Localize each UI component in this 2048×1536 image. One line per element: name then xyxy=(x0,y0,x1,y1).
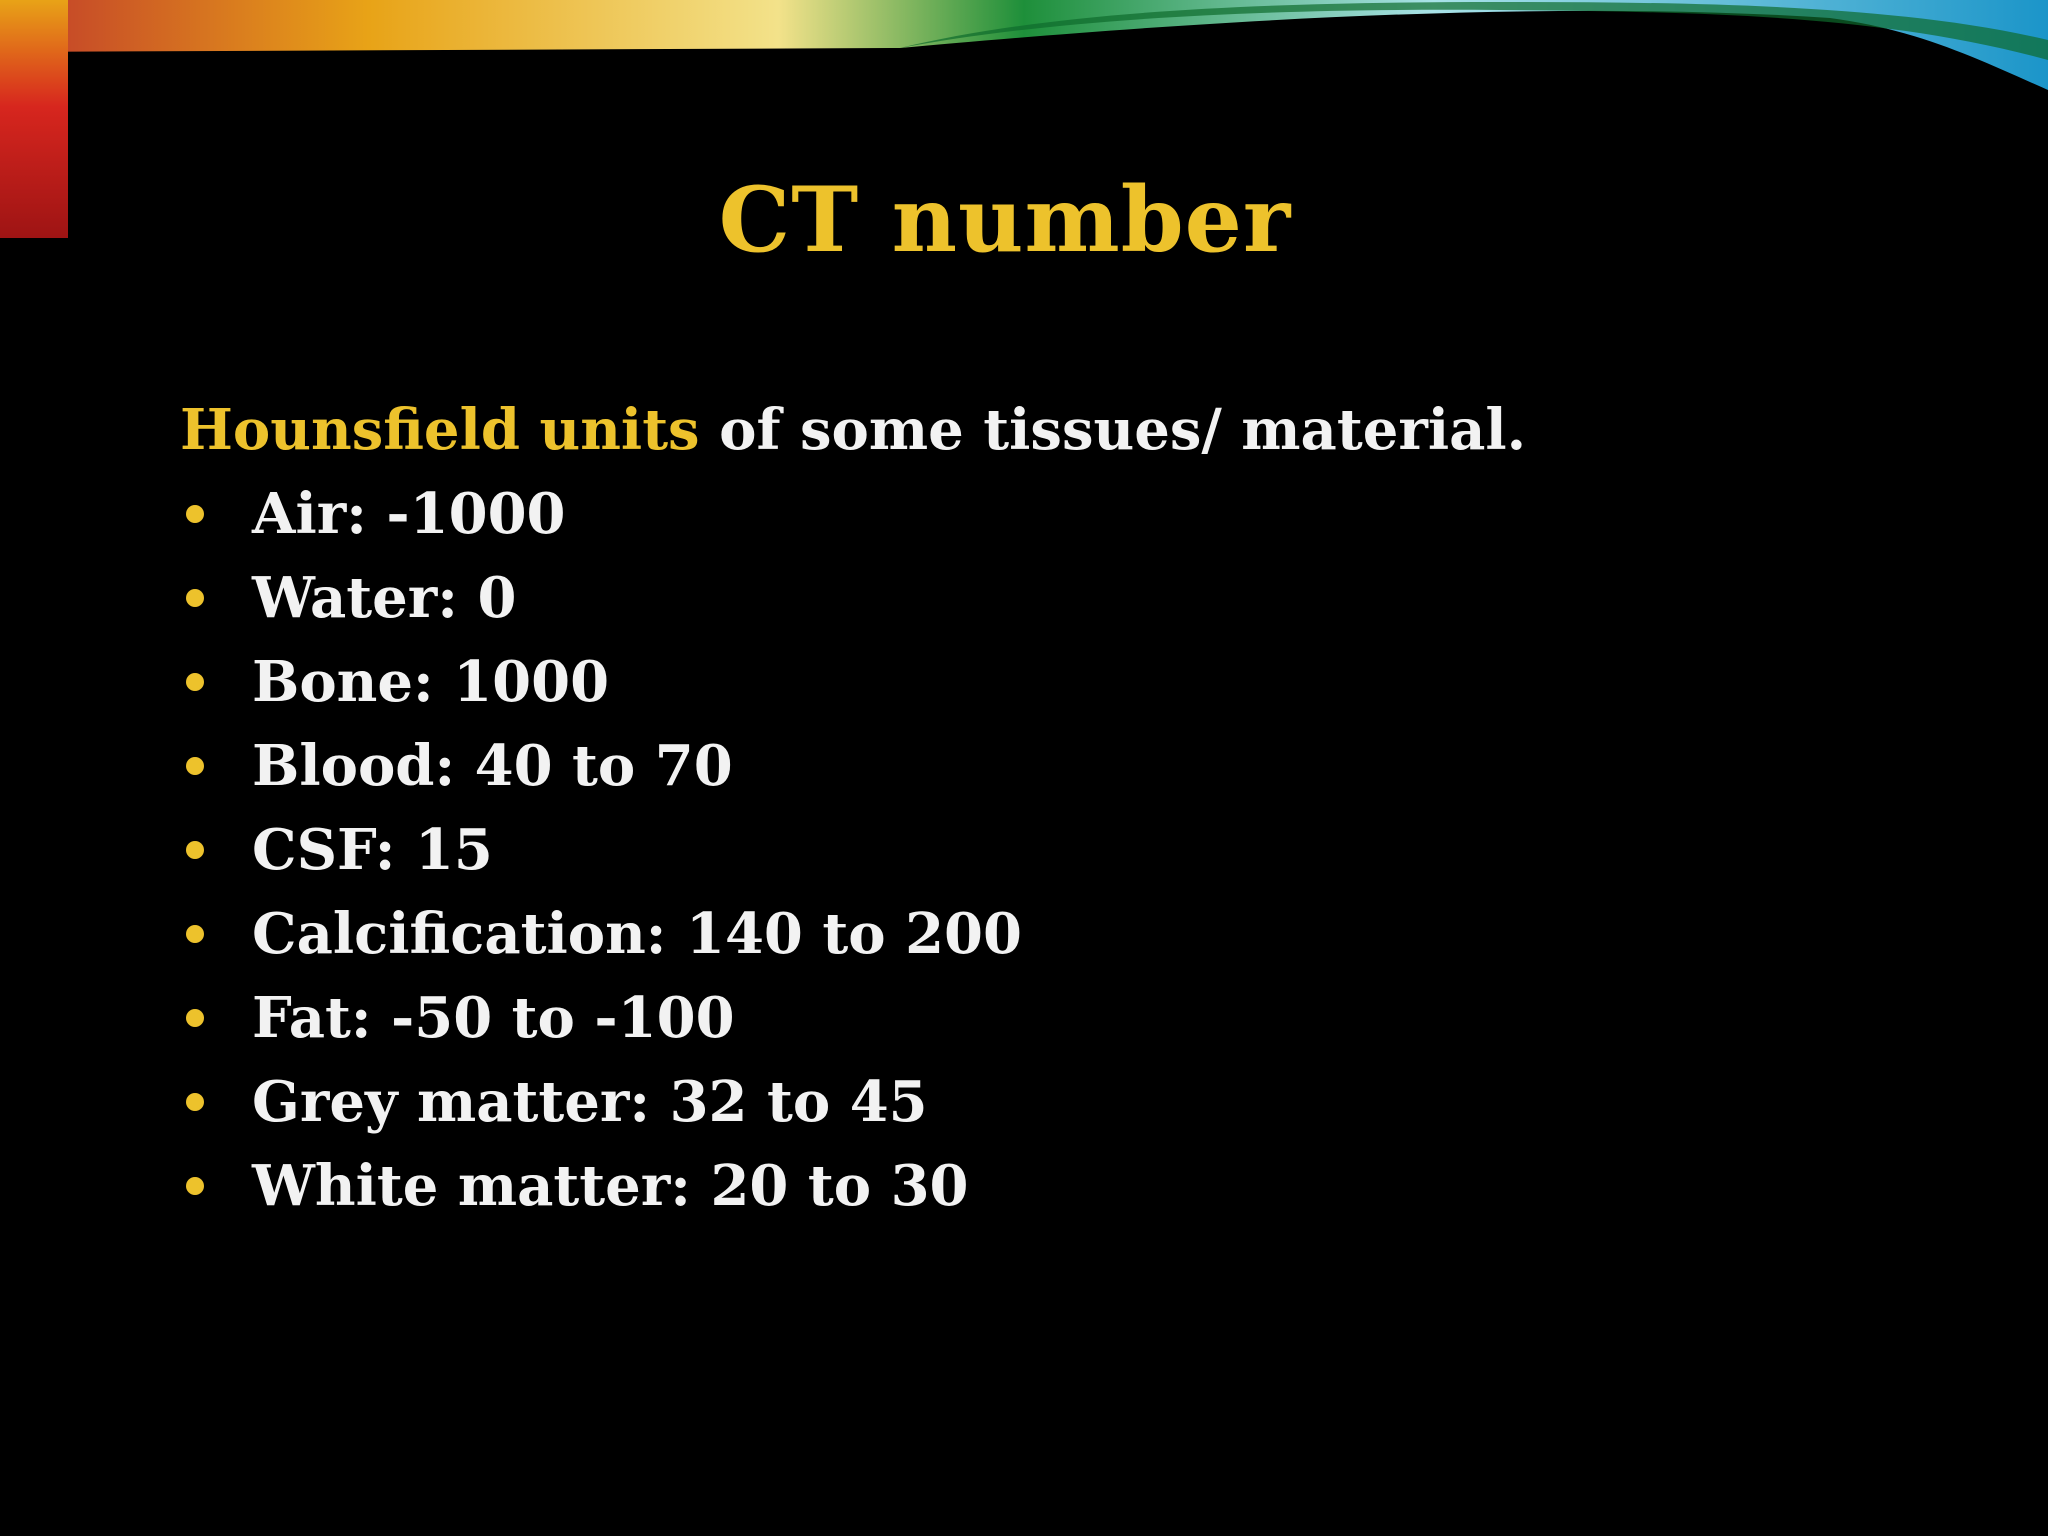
bullet-dot-icon xyxy=(186,925,204,943)
list-item xyxy=(180,1144,1880,1228)
list-item xyxy=(180,640,1880,724)
bullet-dot-icon xyxy=(186,1009,204,1027)
list-item-text: Calcification: 140 to 200 xyxy=(252,901,1022,967)
list-item xyxy=(180,556,1880,640)
list-item xyxy=(180,1060,1880,1144)
list-item xyxy=(180,724,1880,808)
list-item xyxy=(180,892,1880,976)
bullet-dot-icon xyxy=(186,841,204,859)
intro-highlight: Hounsfield units xyxy=(180,397,700,463)
intro-line xyxy=(180,388,1880,472)
slide-title: CT number xyxy=(718,167,1292,273)
intro-text: of some tissues/ material. xyxy=(699,397,1527,463)
list-item-text: Blood: 40 to 70 xyxy=(252,733,733,799)
list-item xyxy=(180,976,1880,1060)
bullet-dot-icon xyxy=(186,589,204,607)
slide-body xyxy=(180,388,1880,1228)
bullet-dot-icon xyxy=(186,505,204,523)
list-item-text: Fat: -50 to -100 xyxy=(252,985,735,1051)
list-item xyxy=(180,808,1880,892)
bullet-dot-icon xyxy=(186,1093,204,1111)
list-item-text: Bone: 1000 xyxy=(252,649,610,715)
bullet-dot-icon xyxy=(186,1177,204,1195)
list-item xyxy=(180,472,1880,556)
list-item-text: Grey matter: 32 to 45 xyxy=(252,1069,928,1135)
list-item-text: Water: 0 xyxy=(252,565,517,631)
bullet-dot-icon xyxy=(186,673,204,691)
list-item-text: CSF: 15 xyxy=(252,817,493,883)
list-item-text: Air: -1000 xyxy=(252,481,566,547)
list-item-text: White matter: 20 to 30 xyxy=(252,1153,969,1219)
bullet-dot-icon xyxy=(186,757,204,775)
tissue-list xyxy=(180,472,1880,1228)
